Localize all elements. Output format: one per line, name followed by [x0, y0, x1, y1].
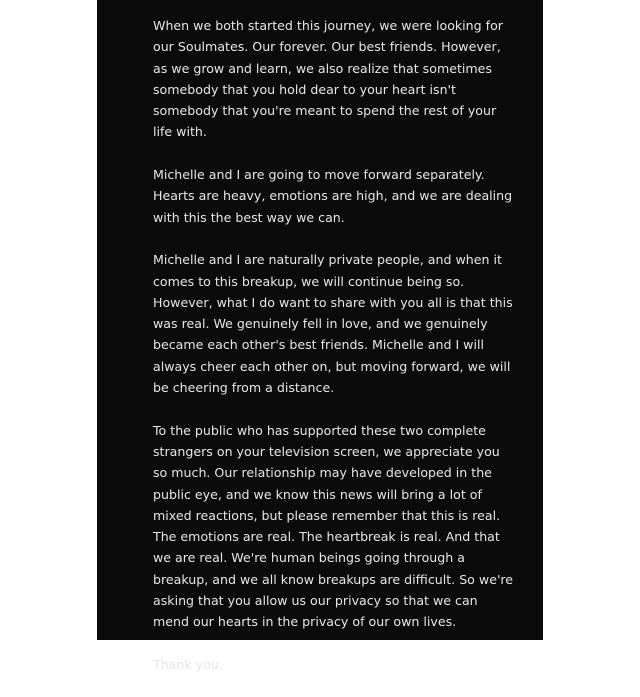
text-line: always cheer each other on, but moving forward, we will	[153, 358, 511, 374]
text-line: with this the best way we can.	[153, 209, 345, 225]
text-line: mixed reactions, but please remember that this is real.	[153, 507, 501, 523]
text-line: When we both started this journey, we were looking for	[153, 18, 503, 33]
text-line: Hearts are heavy, emotions are high, and we are dealing	[153, 188, 513, 204]
text-line: life with.	[153, 124, 207, 140]
text-line: Thank you.	[153, 656, 223, 672]
text-line: asking that you allow us our privacy so that we can	[153, 593, 478, 609]
text-line: as we grow and learn, we also realize that sometimes	[153, 60, 492, 76]
text-line: However, what I do want to share with you all is that this	[153, 294, 513, 310]
paragraph-1	[153, 15, 528, 143]
document-page	[97, 0, 543, 672]
text-line: Michelle and I are going to move forward separately.	[153, 167, 485, 183]
text-line: breakup, and we all know breakups are difficult. So we're	[153, 571, 514, 587]
paragraph-2	[153, 164, 528, 228]
text-line: strangers on your television screen, we appreciate you	[153, 443, 500, 459]
text-line: Michelle and I are naturally private people, and when it	[153, 252, 502, 268]
paragraph-3	[153, 249, 528, 398]
text-line: The emotions are real. The heartbreak is real. And that	[153, 529, 500, 545]
text-line: public eye, and we know this news will bring a lot of	[153, 486, 482, 502]
text-line: To the public who has supported these two complete	[153, 422, 486, 438]
text-line: was real. We genuinely fell in love, and we genuinely	[153, 316, 488, 332]
text-line: mend our hearts in the privacy of our own lives.	[153, 614, 457, 630]
text-line: somebody that you're meant to spend the rest of your	[153, 103, 497, 119]
text-line: so much. Our relationship may have developed in the	[153, 465, 492, 481]
text-line: be cheering from a distance.	[153, 380, 335, 396]
paragraph-5	[153, 654, 528, 675]
text-line: somebody that you hold dear to your heart isn't	[153, 81, 456, 97]
text-line: became each other's best friends. Michelle and I will	[153, 337, 484, 353]
text-line: our Soulmates. Our forever. Our best friends. However,	[153, 39, 501, 55]
text-line: we are real. We're human beings going through a	[153, 550, 465, 566]
paragraph-4	[153, 420, 528, 633]
text-line: comes to this breakup, we will continue being so.	[153, 273, 464, 289]
statement-text	[153, 15, 528, 697]
